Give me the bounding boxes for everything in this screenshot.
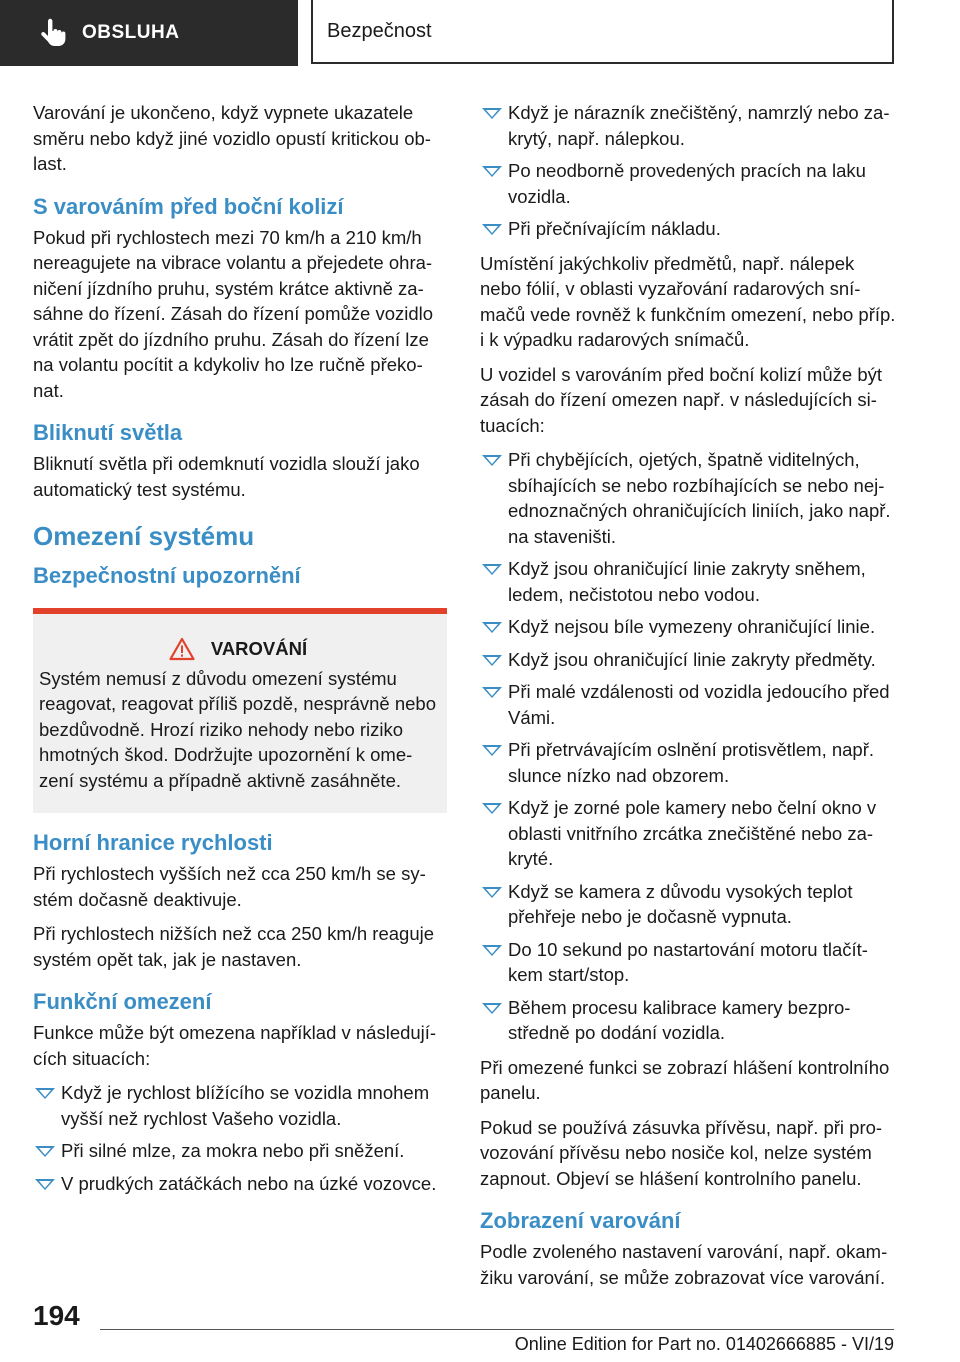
list-item (480, 100, 898, 151)
list-item (480, 447, 898, 549)
warning-text: Systém nemusí z důvodu omezení systému reagovat, reagovat příliš pozdě, nesprávně nebo bezdůvodně. Hrozí riziko nehody nebo riziko hmotných škod. Dodržujte upozornění k ome-zení systému a případně aktivně zasáhněte. (39, 667, 436, 791)
bullet-icon (482, 803, 502, 814)
heading-safety-notes: Bezpečnostní upozornění (33, 563, 301, 588)
side-collision-paragraph: Pokud při rychlostech mezi 70 km/h a 210 km/h nereagujete na vibrace volantu a přejedete ohra-ničení jízdního pruhu, systém krátce aktivně za-sáhne do řízení. Zásah do řízení pomůže vozidlo vrátit zpět do jízdního pruhu. Zásah do řízení lze na volantu pocítit a kdykoliv ho lze ručně překo-nat. (33, 226, 434, 401)
bullet-icon (482, 1003, 502, 1014)
trailer-paragraph: Pokud se používá zásuvka přívěsu, např. při pro-vozování přívěsu nebo nosiče kol, nelze systém zapnout. Objeví se hlášení kontrolního panelu. (480, 1116, 883, 1189)
heading-warning-display: Zobrazení varování (480, 1208, 681, 1233)
list-item-text: Při silné mlze, za mokra nebo při sněžení. (61, 1140, 405, 1161)
bullet-icon (482, 224, 502, 235)
list-item (480, 795, 898, 872)
func-paragraph: Funkce může být omezena například v následují-cích situacích: (33, 1022, 437, 1069)
list-item (480, 995, 898, 1046)
list-item-text: V prudkých zatáčkách nebo na úzké vozovce. (61, 1172, 437, 1194)
section-tab[interactable] (0, 0, 298, 66)
list-item (480, 737, 898, 788)
chapter-label: Bezpečnost (327, 19, 432, 42)
list-item (33, 1138, 447, 1164)
page-header (0, 0, 960, 66)
list-item (480, 158, 898, 209)
right-column (480, 100, 898, 1299)
conditions-list-top (480, 100, 898, 242)
heading-speed-limit: Horní hranice rychlosti (33, 830, 273, 855)
page-number: 194 (33, 1300, 80, 1331)
intro-paragraph: Varování je ukončeno, když vypnete ukazatele směru nebo když jiné vozidlo opustí kritickou ob-last. (33, 102, 431, 174)
heading-functional-limits: Funkční omezení (33, 989, 212, 1014)
message-paragraph: Při omezené funkci se zobrazí hlášení kontrolního panelu. (480, 1056, 890, 1103)
warning-triangle-icon (169, 637, 195, 661)
bullet-icon (482, 655, 502, 666)
bullet-icon (482, 687, 502, 698)
speed-paragraph-1: Při rychlostech vyšších než cca 250 km/h se sy-stém dočasně deaktivuje. (33, 863, 426, 910)
bullet-icon (482, 564, 502, 575)
bullet-icon (35, 1146, 55, 1157)
list-item-text: Když je nárazník znečištěný, namrzlý nebo za-krytý, např. nálepkou. (508, 102, 890, 149)
list-item (480, 647, 898, 673)
footer-divider (100, 1329, 894, 1330)
list-item (480, 679, 898, 730)
list-item (480, 614, 898, 640)
list-item (480, 937, 898, 988)
warning-box (33, 608, 447, 813)
heading-side-collision: S varováním před boční kolizí (33, 193, 344, 219)
list-item (480, 216, 898, 242)
footer-edition: Online Edition for Part no. 01402666885 - VI/19 (514, 1334, 894, 1354)
list-item-text: Do 10 sekund po nastartování motoru tlačít-kem start/stop. (508, 938, 868, 985)
list-item (480, 556, 898, 607)
bullet-icon (482, 745, 502, 756)
heading-blink: Bliknutí světla (33, 420, 183, 445)
list-item-text: Když se kamera z důvodu vysokých teplot přehřeje nebo je dočasně vypnuta. (508, 880, 853, 927)
display-paragraph: Podle zvoleného nastavení varování, např. okam-žiku varování, se může zobrazovat více varování. (480, 1241, 888, 1288)
list-item-text: Při malé vzdálenosti od vozidla jedoucího před Vámi. (508, 681, 890, 728)
blink-paragraph: Bliknutí světla při odemknutí vozidla slouží jako automatický test systému. (33, 453, 420, 500)
bullet-icon (482, 622, 502, 633)
list-item-text: Po neodborně provedených pracích na laku vozidla. (508, 160, 866, 207)
left-column (33, 100, 447, 1205)
section-label: OBSLUHA (82, 22, 180, 43)
list-item-text: Když nejsou bíle vymezeny ohraničující linie. (508, 616, 876, 637)
list-item-text: Během procesu kalibrace kamery bezpro-středně po dodání vozidla. (508, 996, 851, 1043)
list-item-text: Když je zorné pole kamery nebo čelní okno v oblasti vnitřního zrcátka znečištěné nebo za-kryté. (508, 797, 877, 869)
list-item-text: Když je rychlost blížícího se vozidla mnohem vyšší než rychlost Vašeho vozidla. (61, 1082, 430, 1129)
chapter-tab[interactable] (311, 0, 894, 64)
bullet-icon (482, 108, 502, 119)
warning-title: VAROVÁNÍ (210, 638, 308, 659)
hand-pointer-icon (38, 18, 68, 48)
warning-header (39, 636, 437, 662)
list-item-text: Při chybějících, ojetých, špatně viditelných, sbíhajících se nebo rozbíhajících se nebo nej-ednoznačných ohraničujících liniích, jako např. na staveništi. (508, 449, 891, 547)
list-item (33, 1171, 447, 1197)
bullet-icon (35, 1179, 55, 1190)
heading-system-limits: Omezení systému (33, 521, 255, 551)
list-item-text: Když jsou ohraničující linie zakryty předměty. (508, 648, 876, 670)
list-item (33, 1080, 447, 1131)
bullet-icon (482, 455, 502, 466)
list-item-text: Při přečnívajícím nákladu. (508, 218, 721, 239)
list-item-text: Při přetrvávajícím oslnění protisvětlem, např. slunce nízko nad obzorem. (508, 739, 875, 786)
bullet-icon (35, 1088, 55, 1099)
functional-limits-list (33, 1080, 447, 1196)
bullet-icon (482, 945, 502, 956)
bullet-icon (482, 887, 502, 898)
vehicles-paragraph: U vozidel s varováním před boční kolizí může být zásah do řízení omezen např. v následujících si-tuacích: (480, 363, 883, 436)
placement-paragraph: Umístění jakýchkoliv předmětů, např. nálepek nebo fólií, v oblasti vyzařování radarových sní-mačů vede rovněž k funkčním omezení, nebo příp. i k výpadku radarových snímačů. (480, 252, 896, 350)
bullet-icon (482, 166, 502, 177)
list-item (480, 879, 898, 930)
list-item-text: Když jsou ohraničující linie zakryty sněhem, ledem, nečistotou nebo vodou. (508, 558, 866, 605)
speed-paragraph-2: Při rychlostech nižších než cca 250 km/h reaguje systém opět tak, jak je nastaven. (33, 923, 435, 970)
conditions-list-bottom (480, 447, 898, 1046)
